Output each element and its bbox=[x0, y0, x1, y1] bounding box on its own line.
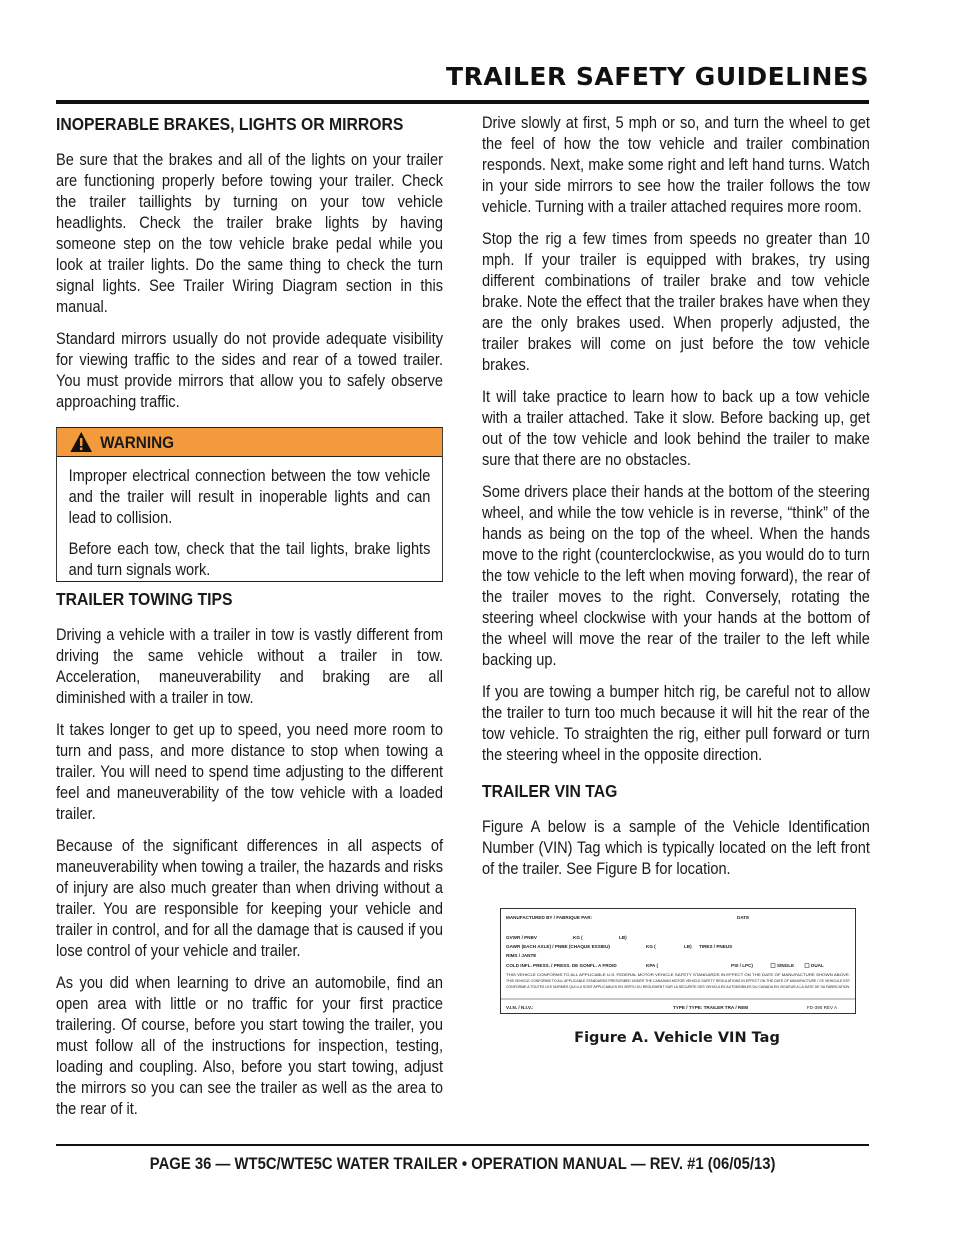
vin-number: V.I.N. / N.I.V.: bbox=[506, 1005, 534, 1010]
vin-compliance-line: CONFORME A TOUTES LES NORMES QUI LUI SONT APPLICABLES EN VERTU DU REGLEMENT SUR LA SECURITE DES VEHICULES AUTOMOBILES DU CANADA EN VIGUEUR A LA DATE DE SA FABRICATION. bbox=[506, 985, 851, 989]
vin-tag-figure bbox=[500, 908, 856, 1014]
section-heading-vin-tag: TRAILER VIN TAG bbox=[482, 781, 618, 801]
warning-text: Before each tow, check that the tail lights, brake lights and turn signals work. bbox=[68, 540, 431, 579]
vin-dual: DUAL bbox=[811, 963, 824, 968]
vin-lb: LB) bbox=[619, 935, 627, 940]
title-rule bbox=[56, 100, 869, 104]
vin-gawr: GAWR (EACH AXLE) / PNBE (CHAQUE ESSIEU) bbox=[506, 944, 610, 949]
paragraph: As you did when learning to drive an automobile, find an open area with little or no traffic for your first practice trailering. Of course, before you start towing the trailer, you must follow all of the instructions for inspection, testing, loading and coupling. Also, before you start towing, adjust the mirrors so you can see the trailer as well as the area to the rear of it. bbox=[56, 974, 443, 1118]
paragraph: It takes longer to get up to speed, you need more room to turn and pass, and more distance to stop when towing a trailer. You will need to spend time adjusting to the different feel and maneuverability of the tow vehicle with a loaded trailer. bbox=[56, 721, 443, 823]
vin-kg: KG ( bbox=[573, 935, 583, 940]
paragraph: Some drivers place their hands at the bottom of the steering wheel, and while the tow vehicle is in reverse, “think” of the hands as being on the top of the wheel. When the hands move to the right (counterclockwise, as you would do to turn the tow vehicle to the left when moving forward), the rear of the trailer moves to the right. Conversely, rotating the steering wheel clockwise with your hands at the bottom of the wheel will move the rear of the trailer to the left while backing up. bbox=[482, 483, 870, 669]
vin-compliance-line: THIS VEHICLE CONFORMS TO ALL APPLICABLE STANDARDS PRESCRIBED UNDER THE CANADIAN MOTOR VEHICLE SAFETY REGULATIONS IN EFFECT ON THE DATE OF MANUFACTURE / CE VEHICULE EST bbox=[506, 979, 851, 983]
paragraph: Standard mirrors usually do not provide adequate visibility for viewing traffic to the sides and rear of a towed trailer. You must provide mirrors that allow you to safely observe approaching traffic. bbox=[56, 330, 443, 411]
vin-type: TYPE / TYPE: TRAILER TRA / REM bbox=[673, 1005, 749, 1010]
footer-rule bbox=[56, 1144, 869, 1146]
page-title: TRAILER SAFETY GUIDELINES bbox=[446, 62, 869, 91]
vin-compliance-line: THIS VEHICLE CONFORMS TO ALL APPLICABLE U.S. FEDERAL MOTOR VEHICLE SAFETY STANDARDS IN EFFECT ON THE DATE OF MANUFACTURE SHOWN ABOVE. bbox=[506, 973, 851, 977]
paragraph: Be sure that the brakes and all of the lights on your trailer are functioning properly before towing your trailer. Check the trailer taillights by turning on your tow vehicle headlights. Check the trailer brake lights by having someone step on the tow vehicle brake pedal while you look at trailer lights. Do the same thing to check the turn signal lights. See Trailer Wiring Diagram section in this manual. bbox=[56, 151, 443, 316]
footer-text: PAGE 36 — WT5C/WTE5C WATER TRAILER • OPERATION MANUAL — REV. #1 (06/05/13) bbox=[149, 1155, 776, 1173]
vin-kpa: KPA ( bbox=[646, 963, 658, 968]
paragraph: Stop the rig a few times from speeds no greater than 10 mph. If your trailer is equipped with brakes, try using different combinations of trailer brake and tow vehicle brake. Note the effect that the trailer brakes have when they are the only brakes used. When properly adjusted, the trailer brakes will come on just before the tow vehicle brakes. bbox=[482, 230, 870, 374]
vin-part-number: FD-390 REV A bbox=[807, 1005, 838, 1010]
warning-text: Improper electrical connection between the tow vehicle and the trailer will result in inoperable lights and can lead to collision. bbox=[68, 467, 431, 527]
vin-manufactured-by: MANUFACTURED BY / FABRIQUE PAR: bbox=[506, 915, 593, 920]
paragraph: Drive slowly at first, 5 mph or so, and turn the wheel to get the feel of how the tow vehicle and trailer combination responds. Next, make some right and left hand turns. Watch in your side mirrors to see how the trailer follows the tow vehicle. Turning with a trailer attached requires more room. bbox=[482, 114, 870, 216]
paragraph: Figure A below is a sample of the Vehicle Identification Number (VIN) Tag which is typically located on the left front of the trailer. See Figure B for location. bbox=[482, 818, 870, 878]
figure-caption: Figure A. Vehicle VIN Tag bbox=[574, 1030, 780, 1046]
warning-box bbox=[56, 427, 443, 582]
vin-lb: LB) bbox=[684, 944, 692, 949]
vin-gvwr: GVWR / PNBV bbox=[506, 935, 537, 940]
vin-single: SINGLE bbox=[777, 963, 795, 968]
paragraph: Driving a vehicle with a trailer in tow is vastly different from driving the same vehicle without a trailer in tow. Acceleration, maneuverability and braking are all diminished with a trailer in tow. bbox=[56, 626, 443, 707]
warning-label: WARNING bbox=[100, 432, 175, 452]
warning-body bbox=[57, 457, 442, 581]
paragraph: If you are towing a bumper hitch rig, be careful not to allow the trailer to turn too much because it will hit the rear of the tow vehicle. To straighten the rig, either pull forward or turn the steering wheel in the opposite direction. bbox=[482, 683, 870, 764]
vin-tires: TIRES / PNEUS bbox=[699, 944, 733, 949]
page-footer bbox=[56, 1155, 869, 1174]
vin-rims: RIMS / JANTE bbox=[506, 953, 537, 958]
warning-triangle-icon bbox=[70, 431, 93, 453]
section-heading-towing-tips: TRAILER TOWING TIPS bbox=[56, 589, 233, 609]
vin-psi: PSI / LPC) bbox=[731, 963, 753, 968]
vin-kg: KG ( bbox=[646, 944, 656, 949]
vin-date: DATE bbox=[737, 915, 750, 920]
left-column bbox=[56, 113, 443, 1131]
paragraph: Because of the significant differences in all aspects of maneuverability when towing a trailer, the hazards and risks of injury are also much greater than when driving without a trailer. You are responsible for keeping your vehicle and trailer in control, and for all the damage that is caused if you lose control of your vehicle and trailer. bbox=[56, 837, 443, 960]
warning-header bbox=[57, 428, 442, 457]
right-column bbox=[482, 113, 870, 891]
section-heading-brakes: INOPERABLE BRAKES, LIGHTS OR MIRRORS bbox=[56, 114, 404, 134]
paragraph: It will take practice to learn how to back up a tow vehicle with a trailer attached. Take it slow. Before backing up, get out of the tow vehicle and look behind the trailer to make sure that there are no obstacles. bbox=[482, 388, 870, 469]
vin-cold-infl: COLD INFL. PRESS. / PRESS. DE GONFL. A FROID bbox=[506, 963, 617, 968]
